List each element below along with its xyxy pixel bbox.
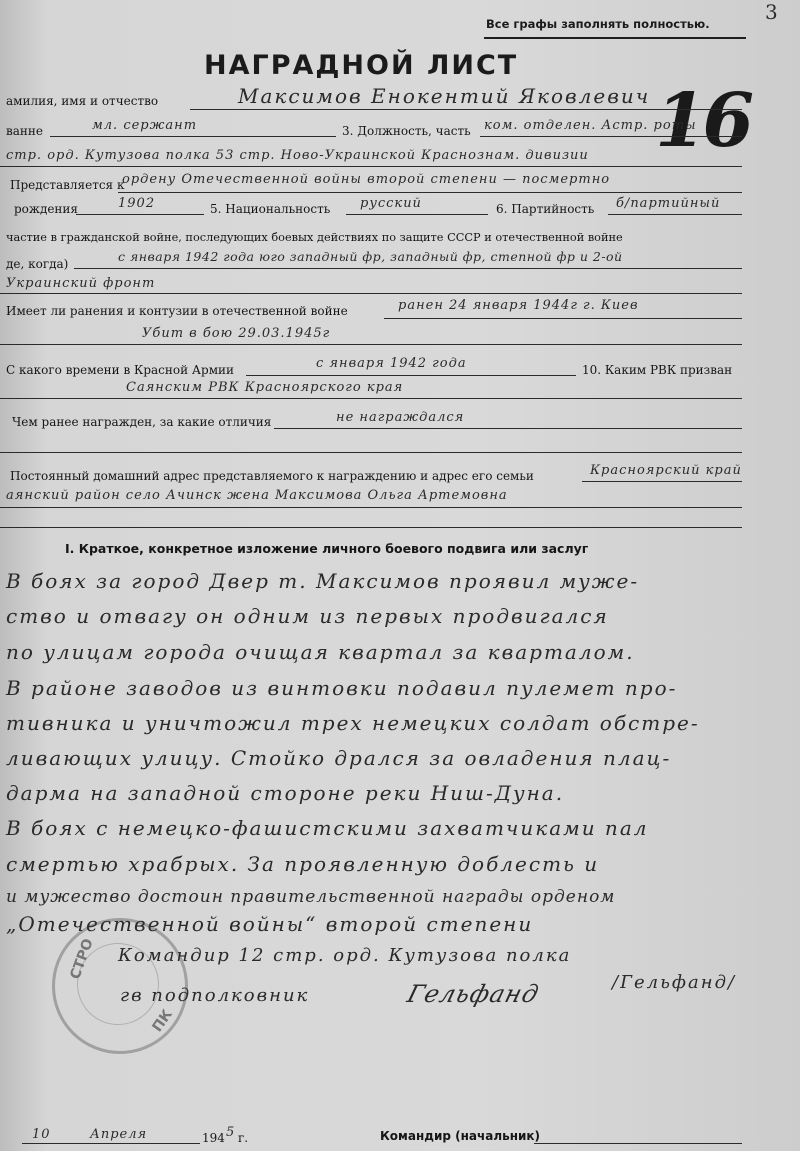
top-instruction: Все графы заполнять полностью.	[486, 17, 710, 31]
unit-line	[0, 166, 742, 167]
wounds-line2	[0, 344, 742, 345]
position-value: ком. отделен. Астр. роты	[484, 118, 697, 133]
civil-war-line1	[74, 268, 742, 269]
position-line	[480, 136, 742, 137]
stamp-text-bottom: ПК	[149, 1006, 176, 1036]
name-value: Максимов Енокентий Яковлевич	[238, 84, 651, 108]
rank-value: мл. сержант	[92, 118, 198, 133]
date-month: Апреля	[90, 1127, 148, 1142]
nominated-value: ордену Отечественной войны второй степени — посмертно	[122, 172, 611, 187]
awards-value: не награждался	[336, 410, 465, 425]
nationality-label: 5. Национальность	[210, 202, 331, 216]
awards-line1	[274, 428, 742, 429]
section-heading: I. Краткое, конкретное изложение личного боевого подвига или заслуг	[65, 541, 589, 556]
citation-line: дарма на западной стороне реки Ниш-Дуна.	[6, 781, 565, 805]
position-label: 3. Должность, часть	[342, 124, 471, 138]
commander-line	[534, 1143, 742, 1144]
civil-war-value-line2: Украинский фронт	[6, 276, 156, 291]
date-year-suffix: г.	[238, 1131, 249, 1145]
citation-line: В районе заводов из винтовки подавил пулемет про-	[6, 676, 678, 700]
citation-line: В боях с немецко-фашистскими захватчиками пал	[6, 816, 649, 840]
large-handwritten-number: 16	[655, 78, 750, 164]
corner-mark: 3	[765, 0, 779, 24]
party-value: б/партийный	[616, 196, 721, 211]
name-line	[190, 109, 742, 110]
date-year-digit: 5	[226, 1125, 236, 1140]
civil-war-line2	[0, 293, 742, 294]
army-since-label: С какого времени в Красной Армии	[6, 363, 235, 377]
nationality-line	[346, 214, 488, 215]
citation-line: В боях за город Двер т. Максимов проявил муже-	[6, 569, 640, 593]
commander-label: Командир (начальник)	[380, 1129, 541, 1143]
birth-line	[76, 214, 204, 215]
rank-line	[50, 136, 336, 137]
wounds-value-line1: ранен 24 января 1944г г. Киев	[398, 298, 639, 313]
top-instruction-underline	[484, 37, 746, 39]
nominated-label: Представляется к	[10, 178, 125, 192]
address-line2	[0, 507, 742, 508]
address-line3	[0, 527, 742, 528]
party-line	[608, 214, 742, 215]
citation-line: „Отечественной войны“ второй степени	[6, 912, 534, 936]
awards-label: Чем ранее награжден, за какие отличия	[12, 415, 272, 429]
rvk-line	[0, 398, 742, 399]
army-since-line	[246, 375, 576, 376]
address-value-line2: аянский район село Ачинск жена Максимова Ольга Артемовна	[6, 488, 508, 503]
stamp-text-left: СТРО	[67, 936, 97, 982]
signature-line1: Командир 12 стр. орд. Кутузова полка	[118, 945, 572, 966]
date-day: 10	[32, 1127, 51, 1142]
citation-line: ливающих улицу. Стойко дрался за овладения плац-	[6, 746, 672, 770]
army-since-value: с января 1942 года	[316, 356, 467, 371]
rvk-label: 10. Каким РВК призван	[582, 363, 733, 377]
citation-line: смертью храбрых. За проявленную доблесть и	[6, 852, 600, 876]
unit-value: стр. орд. Кутузова полка 53 стр. Ново-Украинской Краснознам. дивизии	[6, 148, 589, 163]
party-label: 6. Партийность	[496, 202, 595, 216]
civil-war-value-line1: с января 1942 года юго западный фр, западный фр, степной фр и 2-ой	[118, 249, 623, 264]
citation-line: ство и отвагу он одним из первых продвигался	[6, 604, 609, 628]
nominated-line	[118, 192, 742, 193]
awards-line2	[0, 452, 742, 453]
handwritten-signature: Гельфанд	[404, 980, 543, 1008]
birth-value: 1902	[118, 196, 156, 211]
civil-war-label-line1: частие в гражданской войне, последующих боевых действиях по защите СССР и отечественной войне	[6, 231, 623, 244]
citation-line: тивника и уничтожил трех немецких солдат обстре-	[6, 711, 700, 735]
wounds-value-line2: Убит в бою 29.03.1945г	[142, 326, 331, 341]
civil-war-label-line2: де, когда)	[6, 257, 69, 271]
address-label: Постоянный домашний адрес представляемого к награждению и адрес его семьи	[10, 469, 534, 483]
citation-line: и мужество достоин правительственной награды орденом	[6, 887, 616, 907]
date-line	[22, 1143, 200, 1144]
name-label: амилия, имя и отчество	[6, 94, 159, 108]
signature-name: /Гельфанд/	[612, 972, 737, 993]
wounds-label: Имеет ли ранения и контузии в отечественной войне	[6, 304, 348, 318]
birth-label: рождения	[14, 202, 79, 216]
rvk-value: Саянским РВК Красноярского края	[126, 380, 404, 395]
rank-label: ванне	[6, 124, 44, 138]
wounds-line1	[384, 318, 742, 319]
citation-line: по улицам города очищая квартал за кварталом.	[6, 640, 635, 664]
nationality-value: русский	[360, 196, 422, 211]
address-line1	[582, 481, 742, 482]
date-year-prefix: 194	[202, 1131, 225, 1145]
document-title: НАГРАДНОЙ ЛИСТ	[204, 50, 519, 81]
signature-line2: гв подполковник	[120, 985, 310, 1006]
address-value-line1: Красноярский край	[590, 463, 742, 478]
